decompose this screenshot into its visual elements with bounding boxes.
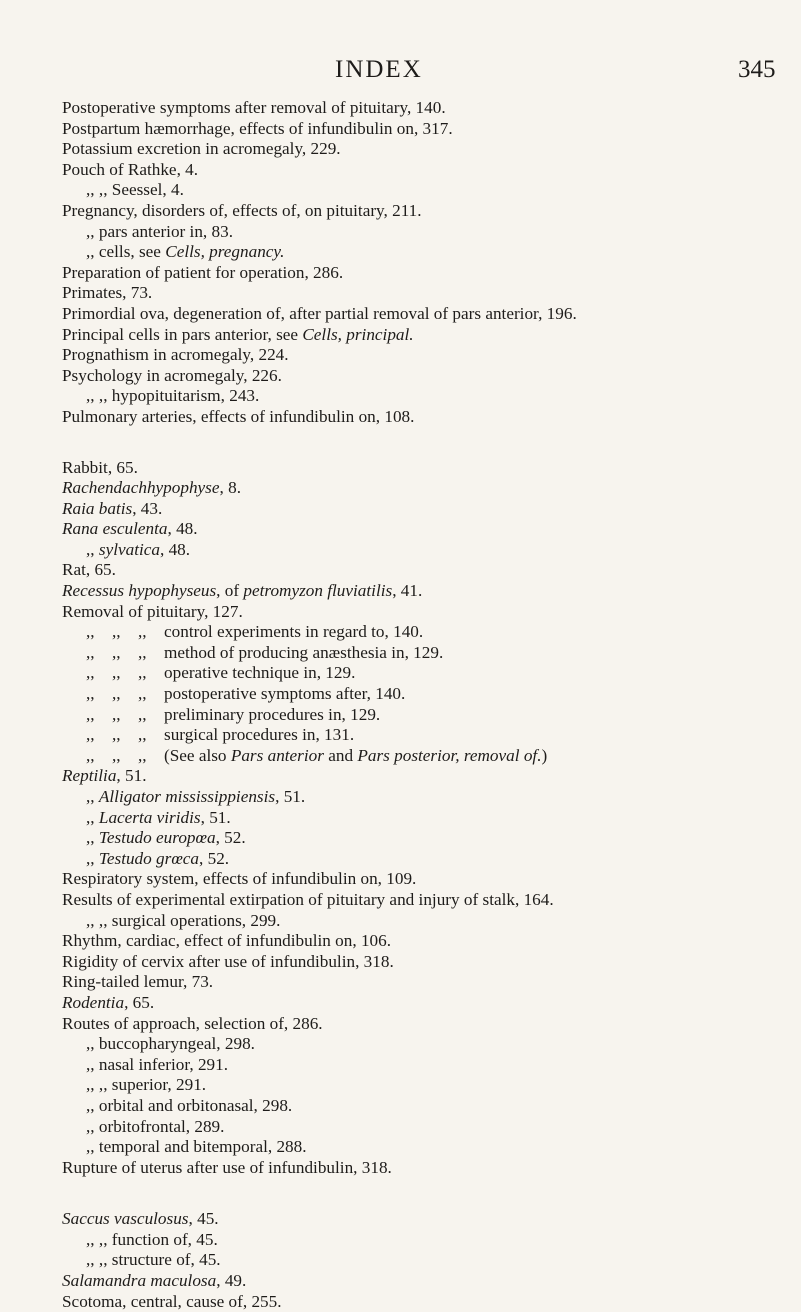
entry-term: Reptilia [62,766,117,786]
ditto-mark: ,, [112,745,121,765]
index-subentry [62,787,782,808]
entry-text: (See also [164,745,231,765]
index-entry: Pouch of Rathke, 4. [62,159,199,179]
entry-text: , 52. [199,848,230,868]
ditto-mark: ,, [138,622,147,642]
entry-text: method of producing anæsthesia in, 129. [164,642,444,662]
entry-text: , 65. [124,992,155,1012]
index-entry [62,1209,782,1230]
ditto-mark: ,, [112,725,121,745]
index-entry: Scotoma, central, cause of, 255. [62,1291,282,1311]
cross-reference: Cells, principal. [302,324,414,344]
index-entry: Results of experimental extirpation of pituitary and injury of stalk, 164. [62,889,554,909]
entry-text: , 8. [219,478,241,498]
index-subentry [62,808,782,829]
index-content [62,98,782,1312]
entry-text: , 48. [167,519,198,539]
entry-text: , 49. [216,1271,247,1291]
entry-term: Pars posterior, removal of. [357,745,542,765]
entry-text: , 43. [132,498,163,518]
entry-term: Rachendachhypophyse [62,478,220,498]
entry-term: sylvatica [98,539,160,559]
index-entry: Postoperative symptoms after removal of pituitary, 140. [62,98,446,117]
entry-text: surgical procedures in, 131. [164,725,355,745]
index-subentry: ,, ,, surgical operations, 299. [86,910,281,930]
index-entry [62,581,782,602]
ditto-mark: ,, [86,807,95,827]
entry-term: Salamandra maculosa [62,1271,217,1291]
entry-term: Pars anterior [230,745,324,765]
entry-term: Recessus hypophyseus [62,581,217,601]
cross-reference: Cells, pregnancy. [165,242,285,262]
index-entry: Postpartum hæmorrhage, effects of infundibulin on, 317. [62,118,453,138]
index-subentry [62,746,782,767]
entry-text: ,, [86,539,99,559]
index-entry [62,766,782,787]
ditto-mark: ,, [112,663,121,683]
index-entry: Primordial ova, degeneration of, after partial removal of pars anterior, 196. [62,303,577,323]
index-subentry [62,849,782,870]
section-gap [62,428,782,458]
entry-term: Raia batis [62,498,133,518]
index-subentry [62,242,782,263]
index-subentry: ,, ,, Seessel, 4. [86,180,184,200]
ditto-mark: ,, [138,704,147,724]
entry-text: , 52. [215,828,246,848]
index-subentry [62,663,782,684]
ditto-mark: ,, [112,704,121,724]
index-subentry: ,, ,, superior, 291. [86,1075,207,1095]
ditto-mark: ,, [138,725,147,745]
entry-text: , 41. [392,581,423,601]
index-subentry: ,, temporal and bitemporal, 288. [86,1137,307,1157]
page-number: 345 [738,56,776,83]
index-entry [62,1271,782,1292]
ditto-mark: ,, [112,622,121,642]
index-entry: Rhythm, cardiac, effect of infundibulin on, 106. [62,931,392,951]
entry-text: and [323,745,358,765]
ditto-mark: ,, [112,642,121,662]
entry-term: Testudo grœca [98,848,200,868]
ditto-mark: ,, [86,848,95,868]
entry-text: , 45. [188,1209,219,1229]
ditto-mark: ,, [86,622,95,642]
ditto-mark: ,, [138,745,147,765]
entry-text: , 51. [200,807,231,827]
index-entry: Rigidity of cervix after use of infundibulin, 318. [62,951,394,971]
entry-term: Rodentia [62,992,125,1012]
entry-term: Rana esculenta [62,519,168,539]
entry-text: , of [216,581,244,601]
entry-text: , 51. [116,766,147,786]
index-entry: Rabbit, 65. [62,457,138,477]
index-subentry: ,, orbital and orbitonasal, 298. [86,1095,293,1115]
index-subentry: ,, ,, structure of, 45. [86,1250,221,1270]
index-entry [62,499,782,520]
index-entry [62,325,782,346]
index-subentry: ,, ,, function of, 45. [86,1229,218,1249]
index-entry [62,519,782,540]
index-subentry [62,643,782,664]
index-subentry: ,, nasal inferior, 291. [86,1054,229,1074]
ditto-mark: ,, [138,684,147,704]
section-gap [62,1178,782,1209]
page-header [0,56,801,84]
index-entry: Rupture of uterus after use of infundibulin, 318. [62,1157,392,1177]
ditto-mark: ,, [86,704,95,724]
index-subentry: ,, pars anterior in, 83. [86,221,234,241]
index-entry: Preparation of patient for operation, 286. [62,262,344,282]
index-entry [62,478,782,499]
index-entry: Pregnancy, disorders of, effects of, on pituitary, 211. [62,200,422,220]
entry-text: operative technique in, 129. [164,663,356,683]
ditto-mark: ,, [86,684,95,704]
index-entry: Ring-tailed lemur, 73. [62,972,214,992]
index-subentry [62,622,782,643]
index-entry: Psychology in acromegaly, 226. [62,365,282,385]
ditto-mark: ,, [86,642,95,662]
entry-text: ,, cells, see [86,242,166,262]
entry-term: Saccus vasculosus [62,1209,189,1229]
index-entry: Respiratory system, effects of infundibulin on, 109. [62,869,417,889]
index-subentry [62,540,782,561]
entry-text: , 51. [275,787,306,806]
entry-text: control experiments in regard to, 140. [164,622,424,642]
entry-text: ) [541,745,548,765]
ditto-mark: ,, [138,663,147,683]
entry-text: preliminary procedures in, 129. [164,704,381,724]
entry-text: Principal cells in pars anterior, see [62,324,303,344]
ditto-mark: ,, [86,663,95,683]
ditto-mark: ,, [138,642,147,662]
ditto-mark: ,, [86,745,95,765]
ditto-mark: ,, [86,787,95,806]
index-subentry [62,705,782,726]
index-subentry: ,, ,, hypopituitarism, 243. [86,386,260,406]
index-entry: Prognathism in acromegaly, 224. [62,345,289,365]
entry-term: Testudo europœa [98,828,216,848]
index-entry: Removal of pituitary, 127. [62,601,243,621]
index-subentry [62,684,782,705]
entry-term: petromyzon fluviatilis [243,581,393,601]
ditto-mark: ,, [86,828,95,848]
index-entry: Routes of approach, selection of, 286. [62,1013,323,1033]
index-entry [62,993,782,1014]
index-subentry: ,, buccopharyngeal, 298. [86,1034,255,1054]
index-entry: Primates, 73. [62,283,153,303]
entry-text: postoperative symptoms after, 140. [164,684,406,704]
index-subentry [62,725,782,746]
ditto-mark: ,, [112,684,121,704]
index-subentry: ,, orbitofrontal, 289. [86,1116,225,1136]
entry-term: Lacerta viridis [98,807,201,827]
entry-term: Alligator mississippiensis [98,787,276,806]
index-entry: Pulmonary arteries, effects of infundibulin on, 108. [62,406,415,426]
cross-reference [164,746,547,767]
ditto-mark: ,, [86,725,95,745]
entry-text: , 48. [159,539,191,559]
index-subentry [62,828,782,849]
page-title: INDEX [335,56,423,83]
index-entry: Potassium excretion in acromegaly, 229. [62,139,341,159]
index-entry: Rat, 65. [62,560,116,580]
